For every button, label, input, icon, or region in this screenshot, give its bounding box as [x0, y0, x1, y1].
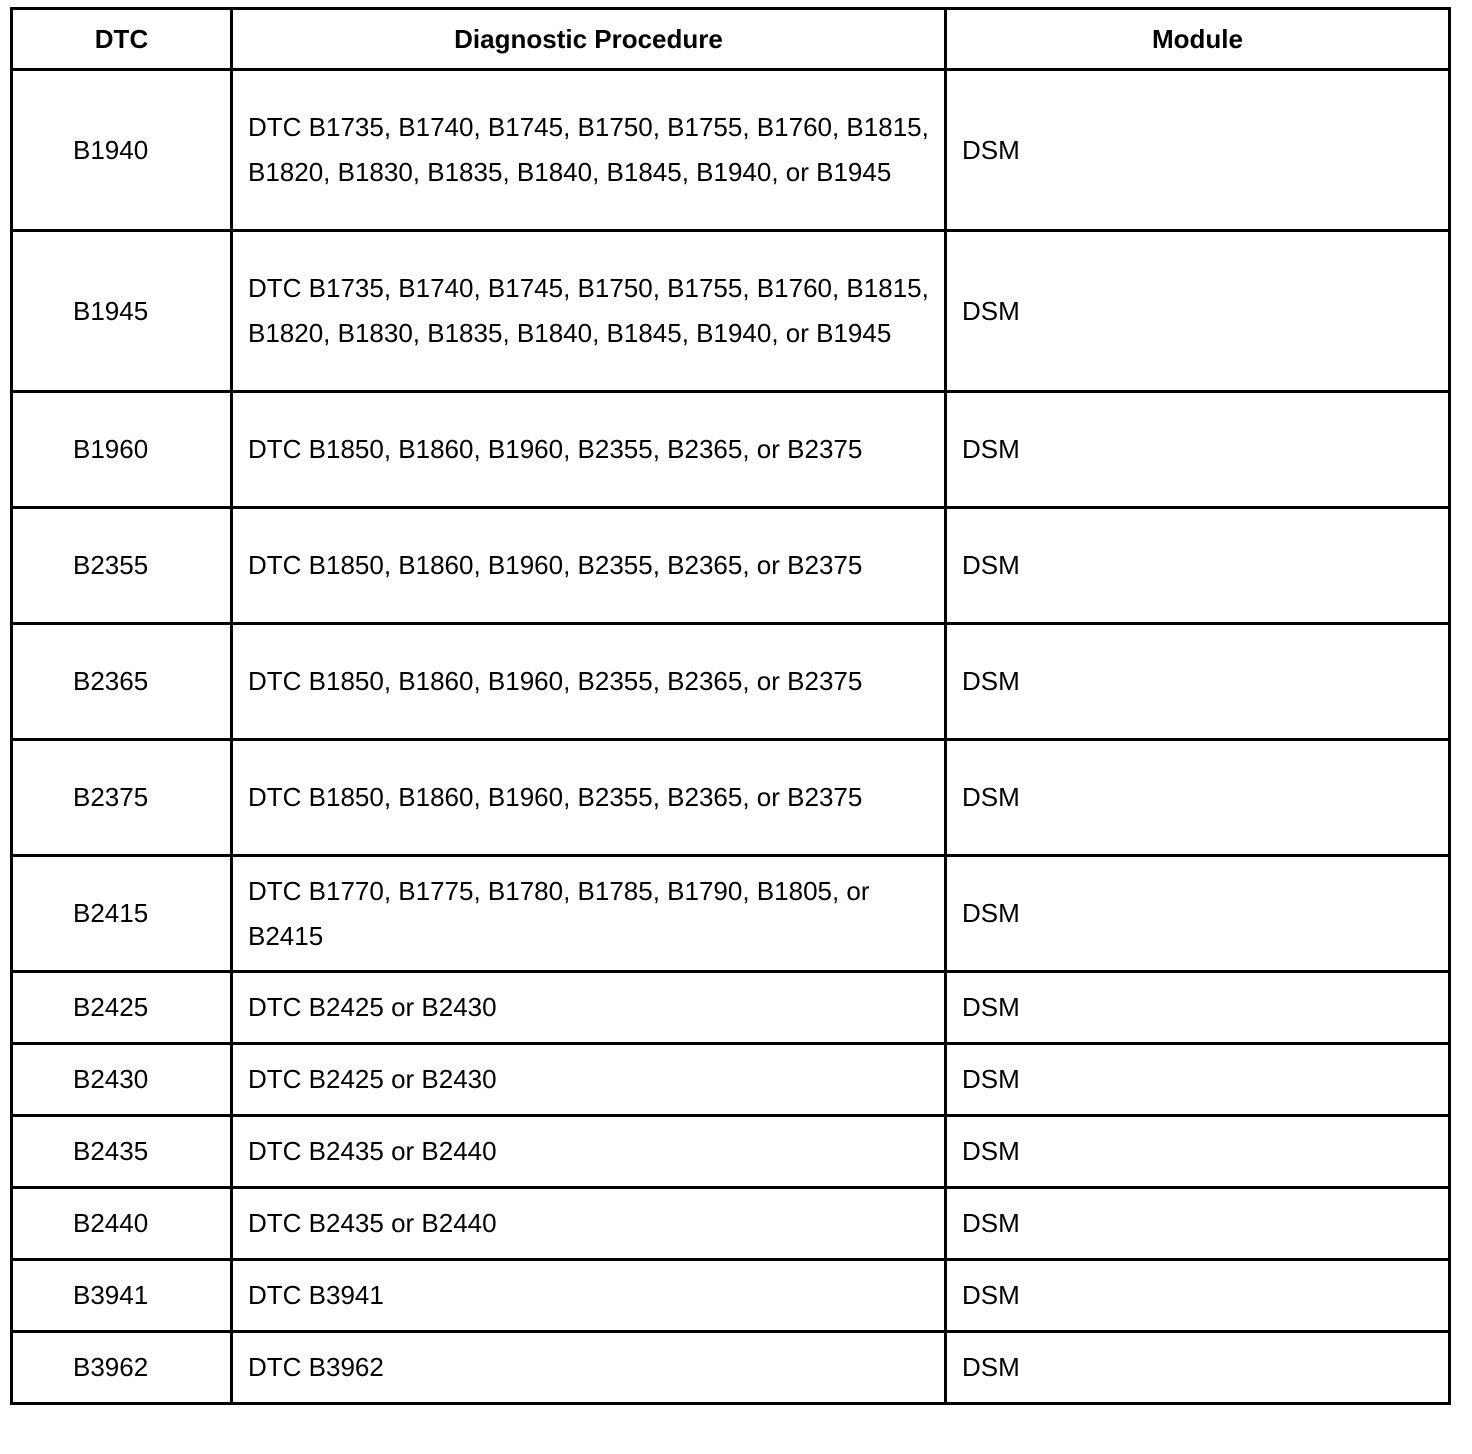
dtc-cell: B2365	[12, 624, 232, 740]
module-cell: DSM	[946, 231, 1450, 392]
module-cell: DSM	[946, 70, 1450, 231]
procedure-cell: DTC B2425 or B2430	[232, 972, 946, 1044]
table-row	[12, 1116, 1450, 1188]
header-module: Module	[946, 9, 1450, 70]
module-cell: DSM	[946, 856, 1450, 972]
procedure-cell: DTC B1770, B1775, B1780, B1785, B1790, B1805, or B2415	[232, 856, 946, 972]
dtc-cell: B1960	[12, 392, 232, 508]
table-row	[12, 740, 1450, 856]
dtc-cell: B2440	[12, 1188, 232, 1260]
dtc-cell: B2435	[12, 1116, 232, 1188]
table-row	[12, 624, 1450, 740]
dtc-cell: B2375	[12, 740, 232, 856]
table-row	[12, 1188, 1450, 1260]
module-cell: DSM	[946, 624, 1450, 740]
procedure-cell: DTC B1850, B1860, B1960, B2355, B2365, or B2375	[232, 392, 946, 508]
table-row	[12, 508, 1450, 624]
module-cell: DSM	[946, 1044, 1450, 1116]
dtc-cell: B2430	[12, 1044, 232, 1116]
module-cell: DSM	[946, 1260, 1450, 1332]
procedure-cell: DTC B2435 or B2440	[232, 1116, 946, 1188]
dtc-cell: B1940	[12, 70, 232, 231]
procedure-cell: DTC B1735, B1740, B1745, B1750, B1755, B1760, B1815, B1820, B1830, B1835, B1840, B1845, B1940, or B1945	[232, 231, 946, 392]
header-dtc: DTC	[12, 9, 232, 70]
dtc-table	[10, 7, 1451, 1405]
table-row	[12, 1260, 1450, 1332]
table-row	[12, 392, 1450, 508]
dtc-cell: B2425	[12, 972, 232, 1044]
module-cell: DSM	[946, 972, 1450, 1044]
dtc-cell: B1945	[12, 231, 232, 392]
module-cell: DSM	[946, 740, 1450, 856]
dtc-cell: B3941	[12, 1260, 232, 1332]
module-cell: DSM	[946, 508, 1450, 624]
header-diagnostic-procedure: Diagnostic Procedure	[232, 9, 946, 70]
table-row	[12, 856, 1450, 972]
table-row	[12, 231, 1450, 392]
module-cell: DSM	[946, 1332, 1450, 1404]
table-row	[12, 972, 1450, 1044]
dtc-cell: B3962	[12, 1332, 232, 1404]
procedure-cell: DTC B2435 or B2440	[232, 1188, 946, 1260]
procedure-cell: DTC B1850, B1860, B1960, B2355, B2365, or B2375	[232, 508, 946, 624]
procedure-cell: DTC B1850, B1860, B1960, B2355, B2365, or B2375	[232, 740, 946, 856]
module-cell: DSM	[946, 1188, 1450, 1260]
table-row	[12, 1044, 1450, 1116]
procedure-cell: DTC B2425 or B2430	[232, 1044, 946, 1116]
module-cell: DSM	[946, 1116, 1450, 1188]
dtc-cell: B2415	[12, 856, 232, 972]
module-cell: DSM	[946, 392, 1450, 508]
procedure-cell: DTC B3941	[232, 1260, 946, 1332]
procedure-cell: DTC B1735, B1740, B1745, B1750, B1755, B1760, B1815, B1820, B1830, B1835, B1840, B1845, B1940, or B1945	[232, 70, 946, 231]
dtc-cell: B2355	[12, 508, 232, 624]
header-row	[12, 9, 1450, 70]
procedure-cell: DTC B3962	[232, 1332, 946, 1404]
table-row	[12, 70, 1450, 231]
table-row	[12, 1332, 1450, 1404]
procedure-cell: DTC B1850, B1860, B1960, B2355, B2365, or B2375	[232, 624, 946, 740]
